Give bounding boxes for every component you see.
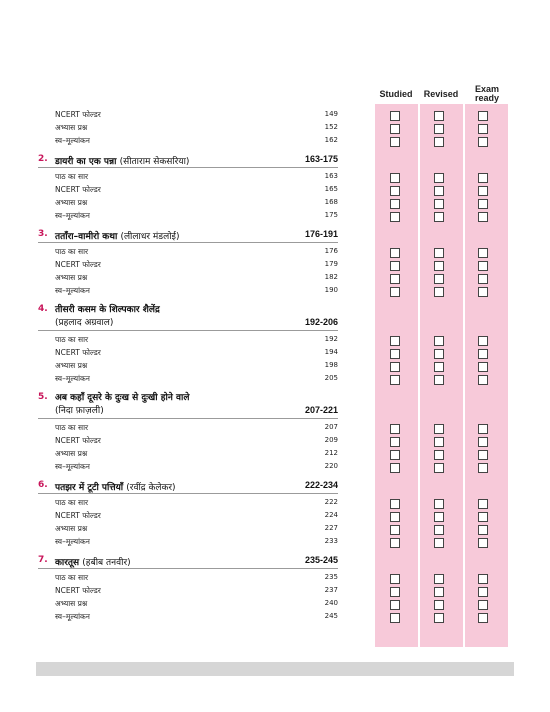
list-item [38, 361, 338, 373]
item-label: पाठ का सार [55, 498, 89, 507]
item-page-number: 165 [324, 185, 338, 193]
studied-checkbox[interactable] [390, 600, 400, 610]
list-item [38, 286, 338, 298]
chapter-number: 2. [38, 154, 48, 164]
list-item [38, 462, 338, 474]
item-label: अभ्यास प्रश्न [55, 361, 88, 370]
item-page-number: 205 [324, 374, 338, 382]
studied-checkbox[interactable] [390, 538, 400, 548]
revised-checkbox[interactable] [434, 199, 444, 209]
item-label: पाठ का सार [55, 573, 89, 582]
revised-checkbox[interactable] [434, 512, 444, 522]
item-label: अभ्यास प्रश्न [55, 524, 88, 533]
bottom-bar [36, 662, 514, 676]
chapter-divider [38, 330, 338, 331]
item-page-number: 245 [324, 612, 338, 620]
item-label: पाठ का सार [55, 247, 89, 256]
chapter-title-text: अब कहाँ दूसरे के दुःख से दुःखी होने वाले [55, 393, 190, 403]
revised-checkbox[interactable] [434, 274, 444, 284]
list-item [38, 511, 338, 523]
revised-checkbox[interactable] [434, 375, 444, 385]
list-item [38, 247, 338, 259]
item-page-number: 207 [324, 423, 338, 431]
chapter-title [55, 304, 160, 330]
revised-checkbox[interactable] [434, 587, 444, 597]
exam-ready-checkbox[interactable] [478, 186, 488, 196]
exam-ready-checkbox[interactable] [478, 349, 488, 359]
list-item [38, 586, 338, 598]
list-item [38, 260, 338, 272]
chapter-page-range: 176-191 [304, 229, 338, 239]
item-page-number: 240 [324, 599, 338, 607]
studied-checkbox[interactable] [390, 336, 400, 346]
revised-checkbox[interactable] [434, 124, 444, 134]
item-label: स्व–मूल्यांकन [55, 612, 90, 621]
exam-ready-checkbox[interactable] [478, 261, 488, 271]
item-label: पाठ का सार [55, 423, 89, 432]
item-label: NCERT फोल्डर [55, 348, 101, 357]
chapter-page-range: 222-234 [304, 480, 338, 490]
chapter-title [55, 154, 189, 167]
item-page-number: 179 [324, 260, 338, 268]
exam-ready-checkbox[interactable] [478, 538, 488, 548]
studied-header: Studied [379, 89, 413, 99]
item-page-number: 235 [324, 573, 338, 581]
exam-ready-checkbox[interactable] [478, 450, 488, 460]
chapter-title-text: तताँरा–वामीरो कथा [55, 232, 118, 242]
item-label: NCERT फोल्डर [55, 586, 101, 595]
list-item [38, 185, 338, 197]
studied-checkbox[interactable] [390, 349, 400, 359]
exam-ready-checkbox[interactable] [478, 437, 488, 447]
exam-ready-checkbox[interactable] [478, 424, 488, 434]
studied-checkbox[interactable] [390, 362, 400, 372]
list-item [38, 374, 338, 386]
chapter-author: (लीलाधर मंडलोई) [120, 232, 180, 242]
chapter-title-text: पतझर में टूटी पत्तियाँ [55, 483, 124, 493]
chapter-title-text: डायरी का एक पन्ना [55, 157, 117, 167]
list-item [38, 599, 338, 611]
chapter-author: (हबीब तनवीर) [82, 558, 131, 568]
item-page-number: 194 [324, 348, 338, 356]
exam-ready-checkbox[interactable] [478, 512, 488, 522]
item-label: स्व–मूल्यांकन [55, 211, 90, 220]
revised-checkbox[interactable] [434, 111, 444, 121]
item-label: NCERT फोल्डर [55, 511, 101, 520]
list-item [38, 123, 338, 135]
revised-checkbox[interactable] [434, 261, 444, 271]
list-item [38, 110, 338, 122]
revised-checkbox[interactable] [434, 499, 444, 509]
studied-checkbox[interactable] [390, 137, 400, 147]
studied-checkbox[interactable] [390, 587, 400, 597]
item-page-number: 237 [324, 586, 338, 594]
item-page-number: 190 [324, 286, 338, 294]
chapter-title [55, 555, 131, 568]
studied-checkbox[interactable] [390, 499, 400, 509]
item-label: स्व–मूल्यांकन [55, 286, 90, 295]
exam-ready-checkbox[interactable] [478, 600, 488, 610]
list-item [38, 524, 338, 536]
studied-checkbox[interactable] [390, 212, 400, 222]
chapter-title-text: कारतूस [55, 558, 80, 568]
item-page-number: 227 [324, 524, 338, 532]
exam-ready-checkbox[interactable] [478, 248, 488, 258]
item-label: NCERT फोल्डर [55, 185, 101, 194]
item-label: अभ्यास प्रश्न [55, 449, 88, 458]
revised-checkbox[interactable] [434, 450, 444, 460]
revised-checkbox[interactable] [434, 600, 444, 610]
chapter-divider [38, 418, 338, 419]
item-page-number: 192 [324, 335, 338, 343]
item-page-number: 224 [324, 511, 338, 519]
studied-checkbox[interactable] [390, 248, 400, 258]
exam-ready-checkbox[interactable] [478, 463, 488, 473]
revised-checkbox[interactable] [434, 137, 444, 147]
chapter-page-range: 163-175 [304, 154, 338, 164]
studied-checkbox[interactable] [390, 437, 400, 447]
item-label: अभ्यास प्रश्न [55, 599, 88, 608]
list-item [38, 573, 338, 585]
chapter-title [55, 480, 176, 493]
exam-ready-checkbox[interactable] [478, 173, 488, 183]
item-page-number: 176 [324, 247, 338, 255]
revised-checkbox[interactable] [434, 248, 444, 258]
list-item [38, 211, 338, 223]
chapter-title-text: तीसरी कसम के शिल्पकार शैलेंद्र [55, 305, 160, 315]
item-label: पाठ का सार [55, 335, 89, 344]
list-item [38, 449, 338, 461]
studied-checkbox[interactable] [390, 574, 400, 584]
item-label: स्व–मूल्यांकन [55, 537, 90, 546]
studied-checkbox[interactable] [390, 111, 400, 121]
exam-ready-checkbox[interactable] [478, 137, 488, 147]
exam-ready-checkbox[interactable] [478, 375, 488, 385]
revised-checkbox[interactable] [434, 538, 444, 548]
revised-checkbox[interactable] [434, 424, 444, 434]
chapter-divider [38, 568, 338, 569]
revised-checkbox[interactable] [434, 186, 444, 196]
item-label: NCERT फोल्डर [55, 260, 101, 269]
list-item [38, 273, 338, 285]
studied-checkbox[interactable] [390, 199, 400, 209]
chapter-title [55, 229, 179, 242]
chapter-author: (प्रहलाद अग्रवाल) [55, 318, 114, 328]
list-item [38, 172, 338, 184]
chapter-number: 4. [38, 304, 48, 314]
item-page-number: 175 [324, 211, 338, 219]
item-page-number: 149 [324, 110, 338, 118]
studied-checkbox[interactable] [390, 450, 400, 460]
studied-checkbox[interactable] [390, 274, 400, 284]
chapter-author: (सीताराम सेकसरिया) [119, 157, 190, 167]
studied-checkbox[interactable] [390, 512, 400, 522]
item-page-number: 212 [324, 449, 338, 457]
exam-ready-checkbox[interactable] [478, 336, 488, 346]
chapter-author: (रवींद्र केलेकर) [126, 483, 176, 493]
studied-checkbox[interactable] [390, 173, 400, 183]
item-page-number: 198 [324, 361, 338, 369]
chapter-divider [38, 242, 338, 243]
exam-ready-checkbox[interactable] [478, 587, 488, 597]
exam-ready-checkbox[interactable] [478, 287, 488, 297]
list-item [38, 537, 338, 549]
chapter-page-range: 235-245 [304, 555, 338, 565]
exam-ready-checkbox[interactable] [478, 362, 488, 372]
revised-checkbox[interactable] [434, 362, 444, 372]
item-page-number: 162 [324, 136, 338, 144]
revised-checkbox[interactable] [434, 173, 444, 183]
revised-checkbox[interactable] [434, 613, 444, 623]
exam-ready-checkbox[interactable] [478, 499, 488, 509]
revised-checkbox[interactable] [434, 463, 444, 473]
item-label: स्व–मूल्यांकन [55, 462, 90, 471]
revised-checkbox[interactable] [434, 437, 444, 447]
studied-checkbox[interactable] [390, 525, 400, 535]
item-page-number: 209 [324, 436, 338, 444]
studied-checkbox[interactable] [390, 375, 400, 385]
studied-checkbox[interactable] [390, 287, 400, 297]
item-label: NCERT फोल्डर [55, 436, 101, 445]
exam-ready-checkbox[interactable] [478, 212, 488, 222]
list-item [38, 423, 338, 435]
revised-checkbox[interactable] [434, 287, 444, 297]
item-label: अभ्यास प्रश्न [55, 273, 88, 282]
chapter-number: 6. [38, 480, 48, 490]
studied-checkbox[interactable] [390, 424, 400, 434]
chapter-title [55, 392, 189, 418]
studied-checkbox[interactable] [390, 186, 400, 196]
list-item [38, 348, 338, 360]
revised-header: Revised [423, 89, 459, 99]
exam-ready-checkbox[interactable] [478, 124, 488, 134]
revised-checkbox[interactable] [434, 336, 444, 346]
chapter-number: 3. [38, 229, 48, 239]
exam-ready-header: Exam ready [474, 84, 500, 103]
studied-checkbox[interactable] [390, 613, 400, 623]
exam-ready-checkbox[interactable] [478, 274, 488, 284]
chapter-author: (निदा फ़ाज़ली) [55, 406, 104, 416]
item-page-number: 222 [324, 498, 338, 506]
list-item [38, 498, 338, 510]
chapter-divider [38, 493, 338, 494]
item-page-number: 233 [324, 537, 338, 545]
exam-ready-checkbox[interactable] [478, 525, 488, 535]
list-item [38, 136, 338, 148]
list-item [38, 198, 338, 210]
chapter-page-range: 207-221 [304, 405, 338, 415]
revised-checkbox[interactable] [434, 574, 444, 584]
item-page-number: 182 [324, 273, 338, 281]
item-page-number: 163 [324, 172, 338, 180]
exam-ready-checkbox[interactable] [478, 613, 488, 623]
item-label: NCERT फोल्डर [55, 110, 101, 119]
item-label: अभ्यास प्रश्न [55, 198, 88, 207]
item-label: अभ्यास प्रश्न [55, 123, 88, 132]
item-label: स्व–मूल्यांकन [55, 136, 90, 145]
list-item [38, 335, 338, 347]
exam-ready-checkbox[interactable] [478, 111, 488, 121]
item-page-number: 220 [324, 462, 338, 470]
exam-ready-checkbox[interactable] [478, 574, 488, 584]
chapter-number: 7. [38, 555, 48, 565]
list-item [38, 612, 338, 624]
item-page-number: 168 [324, 198, 338, 206]
studied-checkbox[interactable] [390, 261, 400, 271]
item-page-number: 152 [324, 123, 338, 131]
exam-ready-checkbox[interactable] [478, 199, 488, 209]
studied-checkbox[interactable] [390, 463, 400, 473]
chapter-divider [38, 167, 338, 168]
revised-checkbox[interactable] [434, 212, 444, 222]
item-label: पाठ का सार [55, 172, 89, 181]
list-item [38, 436, 338, 448]
revised-checkbox[interactable] [434, 525, 444, 535]
item-label: स्व–मूल्यांकन [55, 374, 90, 383]
revised-checkbox[interactable] [434, 349, 444, 359]
chapter-page-range: 192-206 [304, 317, 338, 327]
studied-checkbox[interactable] [390, 124, 400, 134]
chapter-number: 5. [38, 392, 48, 402]
